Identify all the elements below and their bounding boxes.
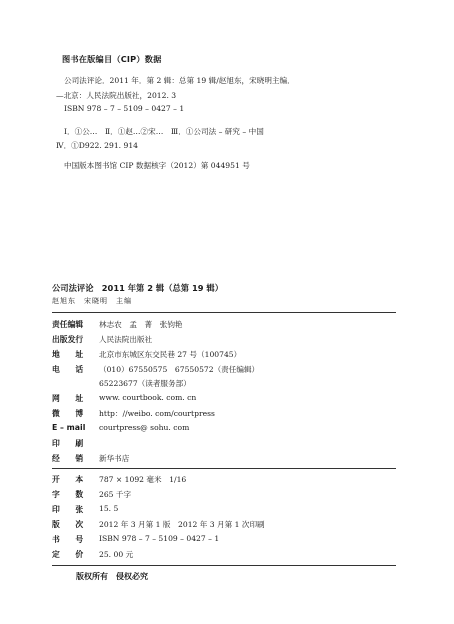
info-label: 地 址 [52,350,84,359]
info-value: （010）67550575 67550572（责任编辑） [99,365,260,374]
info-label: 出版发行 [52,335,84,344]
info-label: 电 话 [52,365,84,374]
info-label: 网 址 [52,394,84,403]
info-value: 林志农 孟 菁 张钧艳 [99,320,183,329]
info-label: 印 刷 [52,439,84,448]
info-label: 经 销 [52,454,84,463]
spec-value: ISBN 978 – 7 – 5109 – 0427 – 1 [99,534,220,543]
cip-line-isbn: ISBN 978 – 7 – 5109 – 0427 – 1 [64,104,185,113]
rights-notice: 版权所有 侵权必究 [76,572,148,581]
spec-value: 787 × 1092 毫米 1/16 [99,475,187,484]
spec-label: 版 次 [52,520,84,529]
cip-line-record-number: 中国版本图书馆 CIP 数据核字（2012）第 044951 号 [64,161,250,170]
info-value: 北京市东城区东交民巷 27 号（100745） [99,350,242,359]
cip-line-publisher: —北京：人民法院出版社，2012. 3 [56,91,177,100]
book-title: 公司法评论 2011 年第 2 辑（总第 19 辑） [52,283,224,293]
spec-value: 15. 5 [99,504,119,513]
divider-bottom [52,565,396,566]
spec-label: 印 张 [52,505,84,514]
spec-label: 字 数 [52,490,84,499]
spec-value: 25. 00 元 [99,550,134,559]
cip-line-title: 公司法评论．2011 年．第 2 辑：总第 19 辑/赵旭东，宋晓明主编． [64,76,295,85]
book-authors: 赵旭东 宋晓明 主编 [52,297,132,305]
info-label: 微 博 [52,409,84,418]
divider-middle [52,468,396,469]
info-label: E – mail [52,423,86,432]
spec-label: 开 本 [52,475,84,484]
info-phone-extra: 65223677（读者服务部） [99,379,191,388]
cip-line-classification: Ⅳ．①D922. 291. 914 [56,141,138,150]
info-label: 责任编辑 [52,320,84,329]
info-value: http：//weibo. com/courtpress [99,409,215,418]
divider-top [52,312,396,313]
info-value: 人民法院出版社 [99,335,153,344]
spec-value: 2012 年 3 月第 1 版 2012 年 3 月第 1 次印刷 [99,520,265,529]
cip-line-subjects: Ⅰ．①公… Ⅱ．①赵…②宋… Ⅲ．①公司法 – 研究 – 中国 [64,127,264,136]
info-value: www. courtbook. com. cn [99,393,197,402]
info-value: courtpress@ sohu. com [99,423,190,432]
spec-value: 265 千字 [99,490,132,499]
spec-label: 书 号 [52,535,84,544]
info-value: 新华书店 [99,454,130,463]
cip-heading: 图书在版编目（CIP）数据 [62,54,162,64]
spec-label: 定 价 [52,550,84,559]
